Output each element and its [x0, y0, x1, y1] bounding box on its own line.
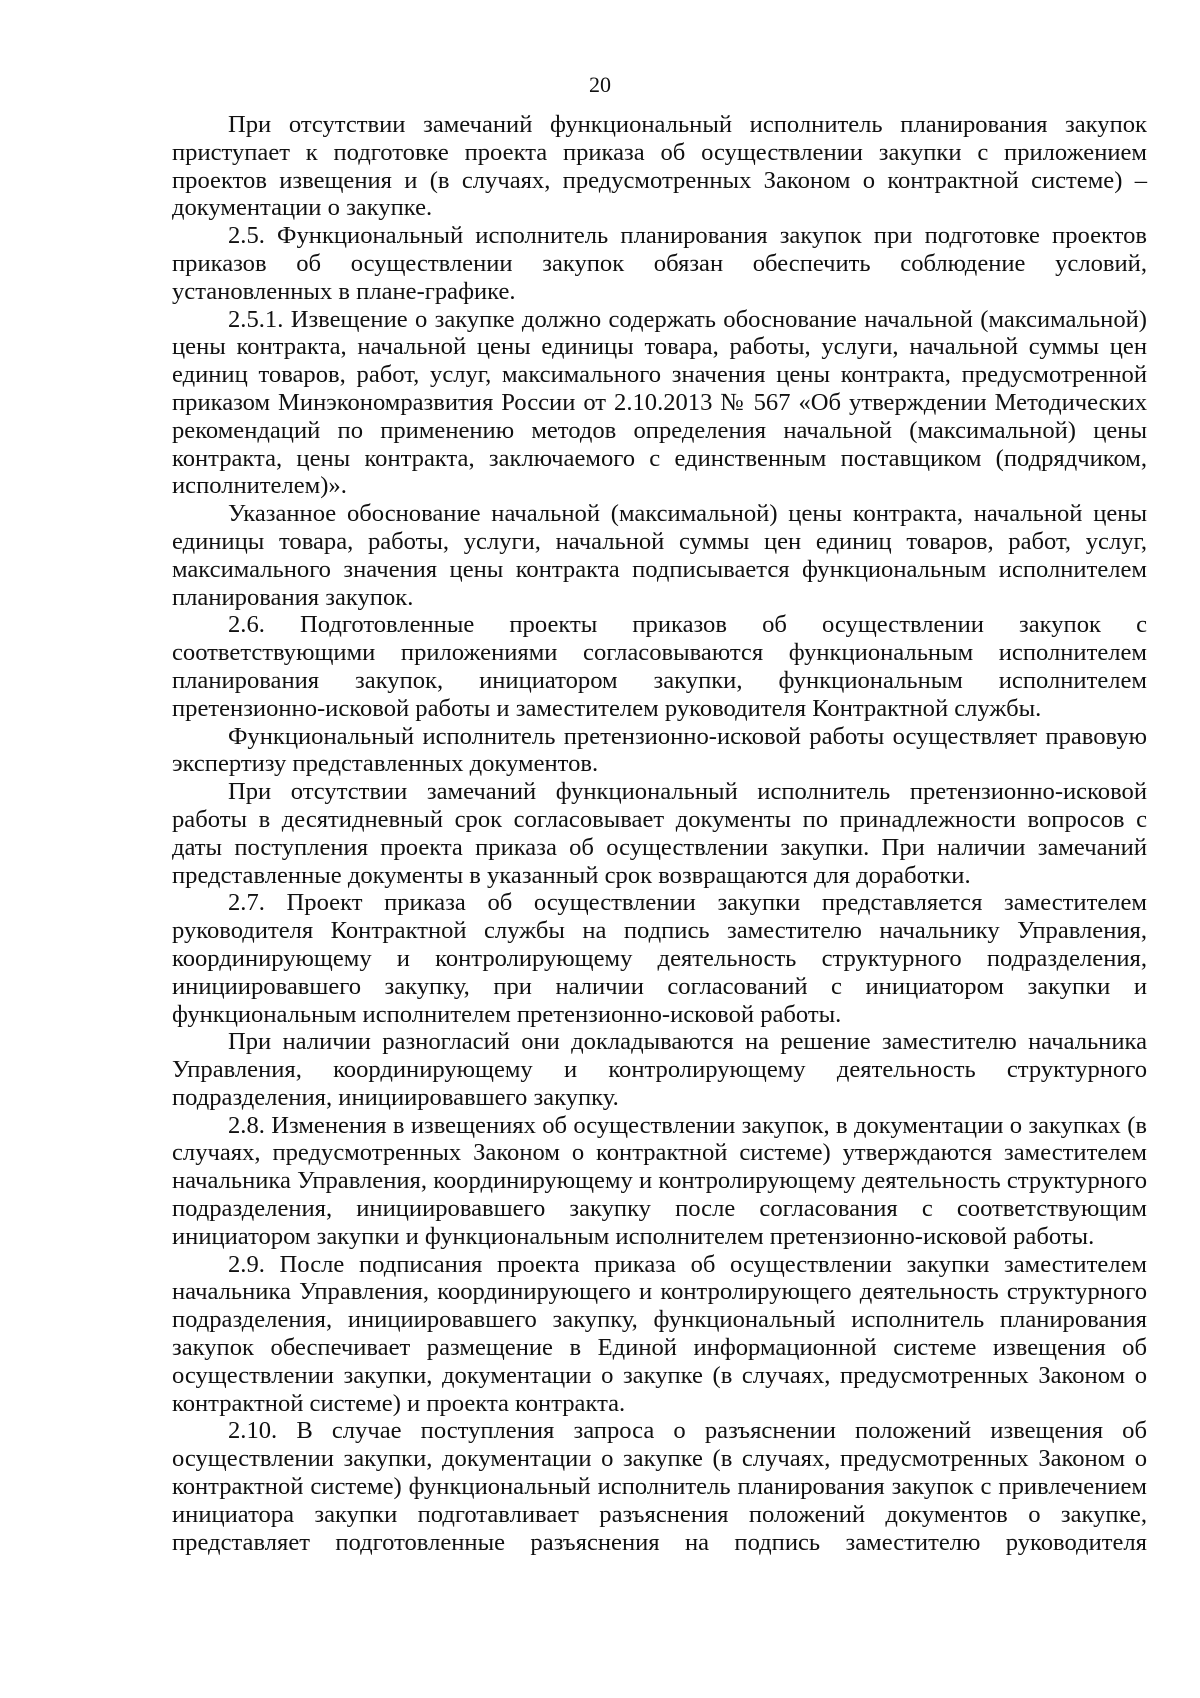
page-number: 20	[589, 72, 611, 97]
document-body	[172, 111, 1147, 1556]
paragraph-2-6: 2.6. Подготовленные проекты приказов об осуществлении закупок с соответствующими приложениями согласовываются функциональным исполнителем планирования закупок, инициатором закупки, функциональным исполнителем претензионно-исковой работы и заместителем руководителя Контрактной службы.	[172, 611, 1147, 722]
paragraph-2-8: 2.8. Изменения в извещениях об осуществлении закупок, в документации о закупках (в случаях, предусмотренных Законом о контрактной системе) утверждаются заместителем начальника Управления, координирующему и контролирующему деятельность структурного подразделения, инициировавшего закупку после согласования с соответствующим инициатором закупки и функциональным исполнителем претензионно-исковой работы.	[172, 1111, 1147, 1250]
paragraph-2-5: 2.5. Функциональный исполнитель планирования закупок при подготовке проектов приказов об осуществлении закупок обязан обеспечить соблюдение условий, установленных в плане-графике.	[172, 222, 1147, 305]
paragraph-legal-expertise: Функциональный исполнитель претензионно-исковой работы осуществляет правовую экспертизу представленных документов.	[172, 722, 1147, 778]
paragraph-disagreements: При наличии разногласий они докладываются на решение заместителю начальника Управления, координирующему и контролирующему деятельность структурного подразделения, инициировавшего закупку.	[172, 1028, 1147, 1111]
paragraph-2-10: 2.10. В случае поступления запроса о разъяснении положений извещения об осуществлении закупки, документации о закупке (в случаях, предусмотренных Законом о контрактной системе) функциональный исполнитель планирования закупок с привлечением инициатора закупки подготавливает разъяснения положений документов о закупке, представляет подготовленные разъяснения на подпись заместителю руководителя	[172, 1417, 1147, 1556]
paragraph-ten-day-approval: При отсутствии замечаний функциональный исполнитель претензионно-исковой работы в десятидневный срок согласовывает документы по принадлежности вопросов с даты поступления проекта приказа об осуществлении закупки. При наличии замечаний представленные документы в указанный срок возвращаются для доработки.	[172, 778, 1147, 889]
paragraph-2-9: 2.9. После подписания проекта приказа об осуществлении закупки заместителем начальника Управления, координирующего и контролирующего деятельность структурного подразделения, инициировавшего закупку, функциональный исполнитель планирования закупок обеспечивает размещение в Единой информационной системе извещения об осуществлении закупки, документации о закупке (в случаях, предусмотренных Законом о контрактной системе) и проекта контракта.	[172, 1250, 1147, 1417]
paragraph-no-remarks-preparation: При отсутствии замечаний функциональный исполнитель планирования закупок приступает к подготовке проекта приказа об осуществлении закупки с приложением проектов извещения и (в случаях, предусмотренных Законом о контрактной системе) – документации о закупке.	[172, 111, 1147, 222]
paragraph-2-7: 2.7. Проект приказа об осуществлении закупки представляется заместителем руководителя Контрактной службы на подпись заместителю начальнику Управления, координирующему и контролирующему деятельность структурного подразделения, инициировавшего закупку, при наличии согласований с инициатором закупки и функциональным исполнителем претензионно-исковой работы.	[172, 889, 1147, 1028]
paragraph-2-5-1: 2.5.1. Извещение о закупке должно содержать обоснование начальной (максимальной) цены контракта, начальной цены единицы товара, работы, услуги, начальной суммы цен единиц товаров, работ, услуг, максимального значения цены контракта, предусмотренной приказом Минэкономразвития России от 2.10.2013 № 567 «Об утверждении Методических рекомендаций по применению методов определения начальной (максимальной) цены контракта, цены контракта, заключаемого с единственным поставщиком (подрядчиком, исполнителем)».	[172, 305, 1147, 500]
paragraph-price-justification: Указанное обоснование начальной (максимальной) цены контракта, начальной цены единицы товара, работы, услуги, начальной суммы цен единиц товаров, работ, услуг, максимального значения цены контракта подписывается функциональным исполнителем планирования закупок.	[172, 500, 1147, 611]
